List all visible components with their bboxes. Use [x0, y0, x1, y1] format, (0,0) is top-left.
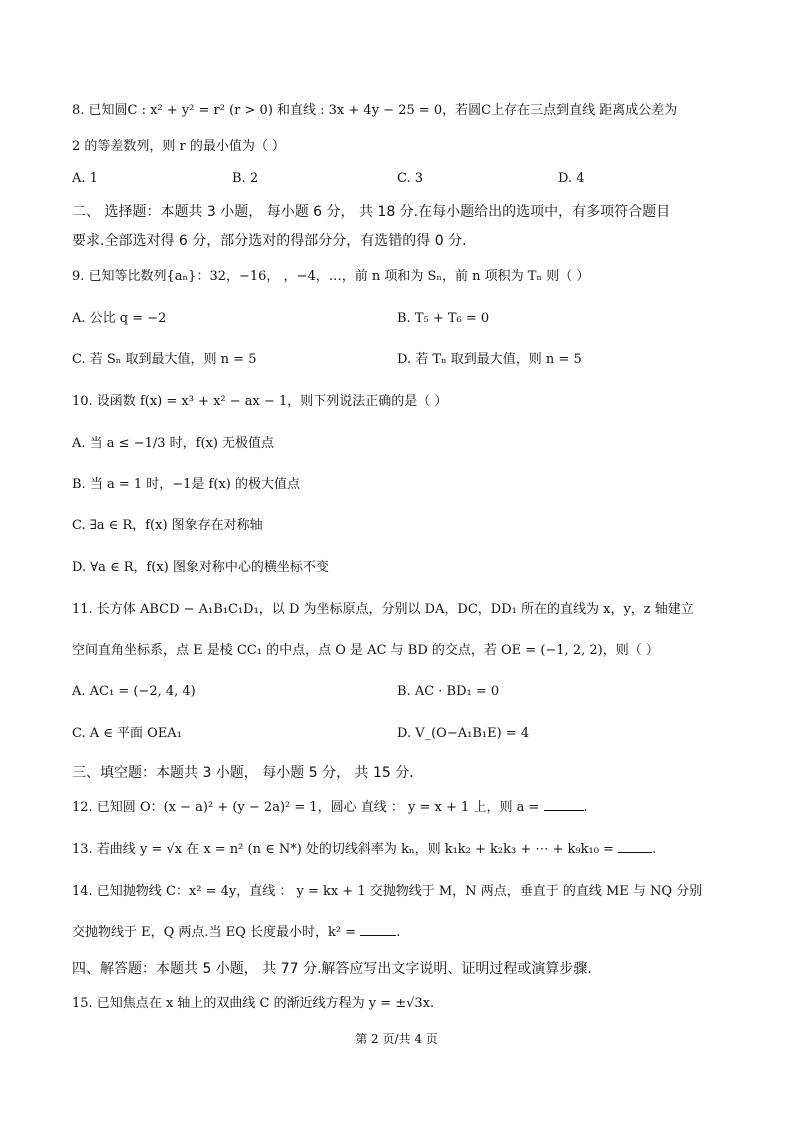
q13-period: . [652, 842, 657, 857]
q11-option-b: B. AC · BD₁ = 0 [397, 684, 500, 699]
q10-option-d: D. ∀a ∈ R，f(x) 图象对称中心的横坐标不变 [72, 560, 329, 575]
q13-stem: 13. 若曲线 y = √x 在 x = n² (n ∈ N*) 处的切线斜率为 kₙ，则 k₁k₂ + k₂k₃ + ⋯ + k₉k₁₀ = [72, 842, 614, 857]
q12-stem: 12. 已知圆 O：(x − a)² + (y − 2a)² = 1，圆心 直线 ： y = x + 1 上，则 a = [72, 800, 540, 815]
q11-option-c: C. A ∈ 平面 OEA₁ [72, 726, 182, 741]
q11-stem-line1: 11. 长方体 ABCD − A₁B₁C₁D₁，以 D 为坐标原点，分别以 DA，DC，DD₁ 所在的直线为 x，y，z 轴建立 [72, 602, 694, 617]
q10-option-b: B. 当 a = 1 时，−1是 f(x) 的极大值点 [72, 477, 300, 492]
q12-stem-row [72, 798, 588, 818]
q14-stem-line1: 14. 已知抛物线 C：x² = 4y，直线 ： y = kx + 1 交抛物线于 M，N 两点，垂直于 的直线 ME 与 NQ 分别 [72, 884, 703, 899]
q14-stem-line2: 交抛物线于 E，Q 两点.当 EQ 长度最小时，k² = [72, 925, 357, 940]
q10-option-c: C. ∃a ∈ R，f(x) 图象存在对称轴 [72, 518, 263, 533]
q13-stem-row [72, 840, 656, 860]
section2-heading-line1: 二、 选择题：本题共 3 小题， 每小题 6 分， 共 18 分.在每小题给出的选项中，有多项符合题目 [72, 204, 671, 220]
q11-option-a: A. AC₁ = (−2, 4, 4) [72, 684, 196, 699]
q11-stem-line2: 空间直角坐标系，点 E 是棱 CC₁ 的中点，点 O 是 AC 与 BD 的交点，若 OE = (−1, 2, 2)，则（ ） [72, 643, 659, 658]
section2-heading-line2: 要求.全部选对得 6 分，部分选对的得部分分，有选错的得 0 分. [72, 233, 467, 249]
q9-option-c: C. 若 Sₙ 取到最大值，则 n = 5 [72, 352, 257, 367]
q9-option-d: D. 若 Tₙ 取到最大值，则 n = 5 [397, 352, 582, 367]
q10-stem: 10. 设函数 f(x) = x³ + x² − ax − 1，则下列说法正确的是（ ） [72, 394, 448, 409]
section4-heading: 四、解答题：本题共 5 小题， 共 77 分.解答应写出文字说明、证明过程或演算步骤. [72, 961, 592, 977]
q8-stem-line2: 2 的等差数列，则 r 的最小值为（ ） [72, 139, 286, 154]
q8-option-b: B. 2 [232, 171, 259, 186]
q8-option-c: C. 3 [397, 171, 424, 186]
q14-period: . [396, 925, 401, 940]
q9-stem: 9. 已知等比数列{aₙ}：32，−16， ，−4，…，前 n 项和为 Sₙ，前 n 项积为 Tₙ 则（ ） [72, 269, 590, 284]
q15-stem: 15. 已知焦点在 x 轴上的双曲线 C 的渐近线方程为 y = ±√3x. [72, 996, 435, 1011]
q13-answer-blank [618, 852, 652, 853]
q9-option-a: A. 公比 q = −2 [72, 311, 167, 326]
q12-period: . [583, 800, 588, 815]
q8-option-a: A. 1 [72, 171, 98, 186]
q11-option-d: D. V_(O−A₁B₁E) = 4 [397, 726, 530, 741]
q8-stem-line1: 8. 已知圆C : x² + y² = r² (r > 0) 和直线 : 3x + 4y − 25 = 0，若圆C上存在三点到直线 距离成公差为 [72, 103, 678, 118]
q8-option-d: D. 4 [558, 171, 585, 186]
q10-option-a: A. 当 a ≤ −1/3 时，f(x) 无极值点 [72, 436, 275, 451]
page-footer: 第 2 页/共 4 页 [355, 1032, 438, 1046]
section3-heading: 三、填空题：本题共 3 小题， 每小题 5 分， 共 15 分. [72, 765, 414, 781]
q14-stem-row2 [72, 923, 400, 943]
q12-answer-blank [544, 810, 584, 811]
q14-answer-blank [360, 935, 396, 936]
q9-option-b: B. T₅ + T₆ = 0 [397, 311, 490, 326]
